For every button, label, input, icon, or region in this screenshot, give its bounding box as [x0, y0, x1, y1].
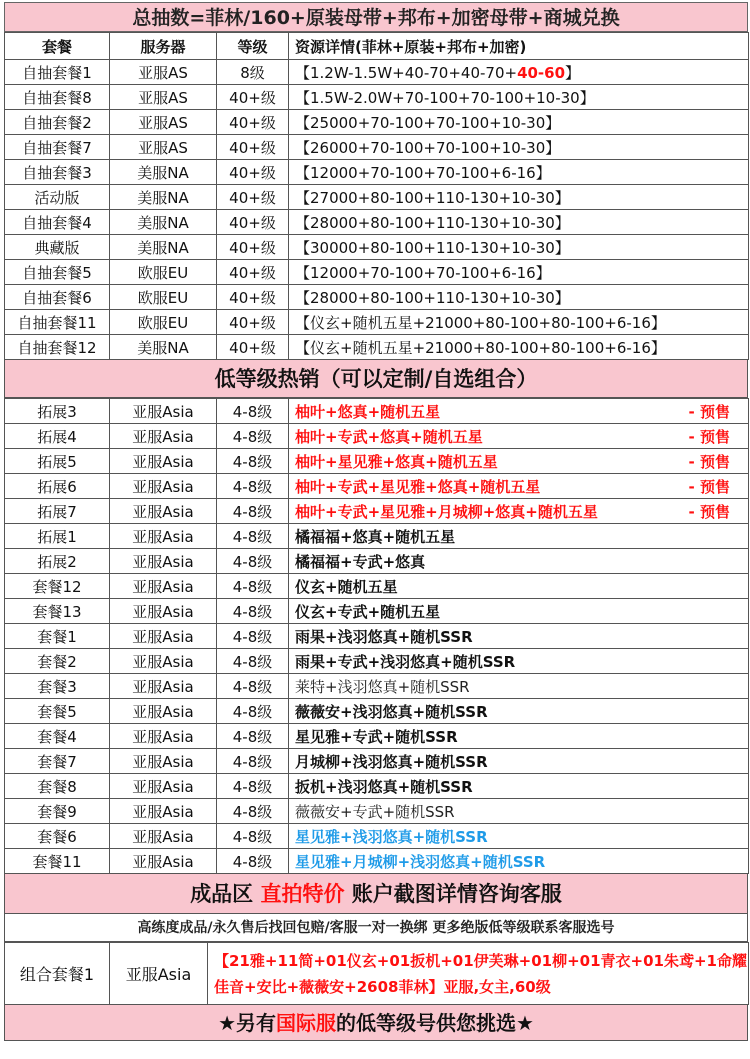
- low-package-server: 亚服Asia: [110, 574, 217, 599]
- low-package-name: 套餐5: [5, 699, 110, 724]
- package-server: 亚服AS: [110, 135, 217, 160]
- package-detail-text: 【28000+80-100+110-130+10-30】: [295, 213, 570, 232]
- package-detail-text: 【25000+70-100+70-100+10-30】: [295, 113, 561, 132]
- table-row: [5, 799, 749, 824]
- low-package-server: 亚服Asia: [110, 649, 217, 674]
- table-row: [5, 85, 749, 110]
- low-package-name: 拓展6: [5, 474, 110, 499]
- table-row: [5, 110, 749, 135]
- low-package-name: 套餐9: [5, 799, 110, 824]
- package-name: 自抽套餐12: [5, 335, 110, 360]
- package-detail-highlight: 40-60: [517, 63, 566, 82]
- footer-banner: [4, 1005, 748, 1041]
- package-server: 美服NA: [110, 235, 217, 260]
- package-detail: [289, 285, 749, 310]
- package-detail: [289, 60, 749, 85]
- low-package-server: 亚服Asia: [110, 749, 217, 774]
- combo-server: 亚服Asia: [110, 943, 208, 1005]
- low-package-name: 套餐7: [5, 749, 110, 774]
- table-row: [5, 260, 749, 285]
- low-package-detail-text: 柚叶+专武+悠真+随机五星: [295, 427, 483, 446]
- package-detail: [289, 135, 749, 160]
- package-detail-text: 【1.5W-2.0W+70-100+70-100+10-30】: [295, 88, 595, 107]
- low-package-detail-text: 星见雅+月城柳+浅羽悠真+随机SSR: [295, 852, 546, 871]
- low-package-detail-text: 柚叶+专武+星见雅+月城柳+悠真+随机五星: [295, 502, 598, 521]
- package-name: 自抽套餐8: [5, 85, 110, 110]
- low-package-server: 亚服Asia: [110, 699, 217, 724]
- low-package-detail-text: 星见雅+浅羽悠真+随机SSR: [295, 827, 488, 846]
- package-detail-text: 【仪玄+随机五星+21000+80-100+80-100+6-16】: [295, 338, 666, 357]
- packages-table: [4, 32, 749, 360]
- package-name: 自抽套餐6: [5, 285, 110, 310]
- package-detail: [289, 160, 749, 185]
- low-package-server: 亚服Asia: [110, 774, 217, 799]
- low-package-detail: [289, 574, 749, 599]
- package-detail: [289, 185, 749, 210]
- low-package-level: 4-8级: [217, 674, 289, 699]
- low-package-detail-text: 橘福福+悠真+随机五星: [295, 527, 456, 546]
- low-package-detail: [289, 749, 749, 774]
- package-name: 自抽套餐2: [5, 110, 110, 135]
- low-package-level: 4-8级: [217, 774, 289, 799]
- finished-title-prefix: 成品区: [190, 882, 261, 906]
- combo-name: 组合套餐1: [5, 943, 110, 1005]
- package-level: 40+级: [217, 285, 289, 310]
- package-name: 自抽套餐5: [5, 260, 110, 285]
- table-row: [5, 649, 749, 674]
- low-package-level: 4-8级: [217, 649, 289, 674]
- presale-tag: - 预售: [688, 452, 730, 471]
- low-package-detail-text: 雨果+浅羽悠真+随机SSR: [295, 627, 473, 646]
- header-server: 服务器: [110, 33, 217, 60]
- package-server: 欧服EU: [110, 260, 217, 285]
- low-package-detail: [289, 474, 749, 499]
- package-server: 美服NA: [110, 210, 217, 235]
- low-package-detail: [289, 499, 749, 524]
- package-detail-text: 【27000+80-100+110-130+10-30】: [295, 188, 570, 207]
- presale-tag: - 预售: [688, 402, 730, 421]
- low-package-detail: [289, 824, 749, 849]
- low-package-detail: [289, 624, 749, 649]
- table-row: [5, 724, 749, 749]
- package-server: 欧服EU: [110, 310, 217, 335]
- finished-title-hot: 直拍特价: [260, 882, 345, 906]
- low-package-name: 套餐2: [5, 649, 110, 674]
- table-row: [5, 210, 749, 235]
- low-package-level: 4-8级: [217, 824, 289, 849]
- low-package-server: 亚服Asia: [110, 449, 217, 474]
- table-row: [5, 399, 749, 424]
- low-package-server: 亚服Asia: [110, 549, 217, 574]
- package-detail: [289, 110, 749, 135]
- table-row: [5, 624, 749, 649]
- low-package-level: 4-8级: [217, 524, 289, 549]
- table-row: [5, 699, 749, 724]
- table-row: [5, 449, 749, 474]
- footer-prefix: ★另有: [218, 1011, 276, 1035]
- table-row: [5, 849, 749, 874]
- low-package-name: 套餐13: [5, 599, 110, 624]
- low-package-level: 4-8级: [217, 599, 289, 624]
- finished-title: [4, 874, 748, 914]
- low-package-level: 4-8级: [217, 699, 289, 724]
- package-detail-text: 【26000+70-100+70-100+10-30】: [295, 138, 561, 157]
- table-row: [5, 335, 749, 360]
- low-package-level: 4-8级: [217, 724, 289, 749]
- package-server: 欧服EU: [110, 285, 217, 310]
- package-level: 40+级: [217, 235, 289, 260]
- low-package-detail-text: 薇薇安+浅羽悠真+随机SSR: [295, 702, 488, 721]
- table-row: [5, 185, 749, 210]
- low-package-server: 亚服Asia: [110, 824, 217, 849]
- low-package-name: 套餐1: [5, 624, 110, 649]
- table-row: [5, 235, 749, 260]
- low-package-level: 4-8级: [217, 399, 289, 424]
- low-package-server: 亚服Asia: [110, 799, 217, 824]
- low-package-level: 4-8级: [217, 449, 289, 474]
- low-package-level: 4-8级: [217, 549, 289, 574]
- low-package-server: 亚服Asia: [110, 499, 217, 524]
- header-package: 套餐: [5, 33, 110, 60]
- low-package-name: 拓展4: [5, 424, 110, 449]
- low-package-server: 亚服Asia: [110, 674, 217, 699]
- table-row: [5, 60, 749, 85]
- package-level: 40+级: [217, 85, 289, 110]
- low-package-name: 套餐3: [5, 674, 110, 699]
- package-level: 40+级: [217, 185, 289, 210]
- header-level: 等级: [217, 33, 289, 60]
- package-name: 自抽套餐1: [5, 60, 110, 85]
- low-package-detail: [289, 549, 749, 574]
- low-package-name: 拓展1: [5, 524, 110, 549]
- presale-tag: - 预售: [688, 502, 730, 521]
- low-package-server: 亚服Asia: [110, 399, 217, 424]
- price-sheet: [4, 2, 748, 1041]
- finished-subtitle: 高练度成品/永久售后找回包赔/客服一对一换绑 更多绝版低等级联系客服选号: [4, 914, 748, 942]
- package-level: 8级: [217, 60, 289, 85]
- low-package-name: 拓展3: [5, 399, 110, 424]
- low-package-level: 4-8级: [217, 424, 289, 449]
- low-package-detail: [289, 674, 749, 699]
- package-server: 亚服AS: [110, 60, 217, 85]
- low-package-level: 4-8级: [217, 624, 289, 649]
- table-row: [5, 310, 749, 335]
- package-name: 典藏版: [5, 235, 110, 260]
- low-package-detail: [289, 774, 749, 799]
- low-package-detail-text: 柚叶+专武+星见雅+悠真+随机五星: [295, 477, 541, 496]
- low-package-detail: [289, 399, 749, 424]
- package-level: 40+级: [217, 135, 289, 160]
- low-package-detail-text: 星见雅+专武+随机SSR: [295, 727, 458, 746]
- table-row: [5, 599, 749, 624]
- table-row: [5, 499, 749, 524]
- footer-suffix: 的低等级号供您挑选★: [336, 1011, 534, 1035]
- low-package-name: 拓展7: [5, 499, 110, 524]
- table-row: [5, 524, 749, 549]
- package-detail-text: 【仪玄+随机五星+21000+80-100+80-100+6-16】: [295, 313, 666, 332]
- package-detail-text: 【1.2W-1.5W+40-70+40-70+: [295, 63, 518, 82]
- table-header-row: [5, 33, 749, 60]
- finished-title-suffix: 账户截图详情咨询客服: [344, 882, 562, 906]
- top-banner: 总抽数=菲林/160+原装母带+邦布+加密母带+商城兑换: [4, 2, 748, 32]
- low-package-level: 4-8级: [217, 849, 289, 874]
- table-row: [5, 135, 749, 160]
- low-package-server: 亚服Asia: [110, 849, 217, 874]
- low-level-title: 低等级热销（可以定制/自选组合）: [4, 360, 748, 398]
- low-package-server: 亚服Asia: [110, 599, 217, 624]
- package-detail: [289, 210, 749, 235]
- low-package-server: 亚服Asia: [110, 424, 217, 449]
- low-package-name: 套餐8: [5, 774, 110, 799]
- package-detail-tail: 】: [565, 63, 581, 82]
- low-package-detail-text: 雨果+专武+浅羽悠真+随机SSR: [295, 652, 516, 671]
- combo-detail: 【21雅+11简+01仪玄+01扳机+01伊芙琳+01柳+01青衣+01朱鸢+1命耀佳音+安比+薇薇安+2608菲林】亚服,女主,60级: [208, 943, 749, 1005]
- table-row: [5, 285, 749, 310]
- package-level: 40+级: [217, 310, 289, 335]
- package-detail-text: 【28000+80-100+110-130+10-30】: [295, 288, 570, 307]
- low-package-detail: [289, 849, 749, 874]
- low-package-detail: [289, 799, 749, 824]
- package-detail: [289, 260, 749, 285]
- low-package-name: 套餐11: [5, 849, 110, 874]
- package-detail: [289, 235, 749, 260]
- low-package-detail-text: 月城柳+浅羽悠真+随机SSR: [295, 752, 488, 771]
- table-row: [5, 824, 749, 849]
- table-row: [5, 674, 749, 699]
- package-server: 美服NA: [110, 185, 217, 210]
- low-package-detail: [289, 524, 749, 549]
- low-package-server: 亚服Asia: [110, 724, 217, 749]
- table-row: [5, 549, 749, 574]
- low-package-name: 套餐6: [5, 824, 110, 849]
- low-package-detail: [289, 449, 749, 474]
- low-package-server: 亚服Asia: [110, 474, 217, 499]
- footer-highlight: 国际服: [276, 1011, 336, 1035]
- low-package-name: 拓展5: [5, 449, 110, 474]
- package-level: 40+级: [217, 110, 289, 135]
- low-package-name: 套餐4: [5, 724, 110, 749]
- low-package-server: 亚服Asia: [110, 624, 217, 649]
- package-server: 亚服AS: [110, 85, 217, 110]
- combo-row: [5, 943, 749, 1005]
- low-package-name: 套餐12: [5, 574, 110, 599]
- low-package-detail: [289, 724, 749, 749]
- low-package-level: 4-8级: [217, 799, 289, 824]
- table-row: [5, 749, 749, 774]
- presale-tag: - 预售: [688, 477, 730, 496]
- package-detail-text: 【12000+70-100+70-100+6-16】: [295, 263, 551, 282]
- low-package-detail: [289, 649, 749, 674]
- low-package-detail-text: 扳机+浅羽悠真+随机SSR: [295, 777, 473, 796]
- package-server: 美服NA: [110, 160, 217, 185]
- package-level: 40+级: [217, 260, 289, 285]
- low-package-detail-text: 柚叶+星见雅+悠真+随机五星: [295, 452, 498, 471]
- low-level-table: [4, 398, 749, 874]
- low-package-server: 亚服Asia: [110, 524, 217, 549]
- package-level: 40+级: [217, 160, 289, 185]
- package-name: 自抽套餐4: [5, 210, 110, 235]
- package-name: 自抽套餐11: [5, 310, 110, 335]
- package-detail-text: 【30000+80-100+110-130+10-30】: [295, 238, 570, 257]
- package-level: 40+级: [217, 335, 289, 360]
- table-row: [5, 474, 749, 499]
- header-details: 资源详情(菲林+原装+邦布+加密): [289, 33, 749, 60]
- table-row: [5, 424, 749, 449]
- low-package-level: 4-8级: [217, 574, 289, 599]
- package-detail: [289, 85, 749, 110]
- low-package-detail-text: 仪玄+专武+随机五星: [295, 602, 441, 621]
- package-detail: [289, 310, 749, 335]
- combo-table: [4, 942, 749, 1005]
- presale-tag: - 预售: [688, 427, 730, 446]
- package-name: 活动版: [5, 185, 110, 210]
- package-name: 自抽套餐7: [5, 135, 110, 160]
- low-package-detail-text: 仪玄+随机五星: [295, 577, 398, 596]
- package-detail-text: 【12000+70-100+70-100+6-16】: [295, 163, 551, 182]
- table-row: [5, 574, 749, 599]
- low-package-detail-text: 橘福福+专武+悠真: [295, 552, 426, 571]
- low-package-detail-text: 柚叶+悠真+随机五星: [295, 402, 441, 421]
- package-level: 40+级: [217, 210, 289, 235]
- low-package-level: 4-8级: [217, 499, 289, 524]
- low-package-detail-text: 莱特+浅羽悠真+随机SSR: [295, 677, 470, 696]
- low-package-name: 拓展2: [5, 549, 110, 574]
- low-package-detail: [289, 699, 749, 724]
- package-detail: [289, 335, 749, 360]
- low-package-detail: [289, 424, 749, 449]
- package-server: 亚服AS: [110, 110, 217, 135]
- package-name: 自抽套餐3: [5, 160, 110, 185]
- low-package-detail: [289, 599, 749, 624]
- low-package-detail-text: 薇薇安+专武+随机SSR: [295, 802, 455, 821]
- table-row: [5, 160, 749, 185]
- package-server: 美服NA: [110, 335, 217, 360]
- table-row: [5, 774, 749, 799]
- low-package-level: 4-8级: [217, 749, 289, 774]
- low-package-level: 4-8级: [217, 474, 289, 499]
